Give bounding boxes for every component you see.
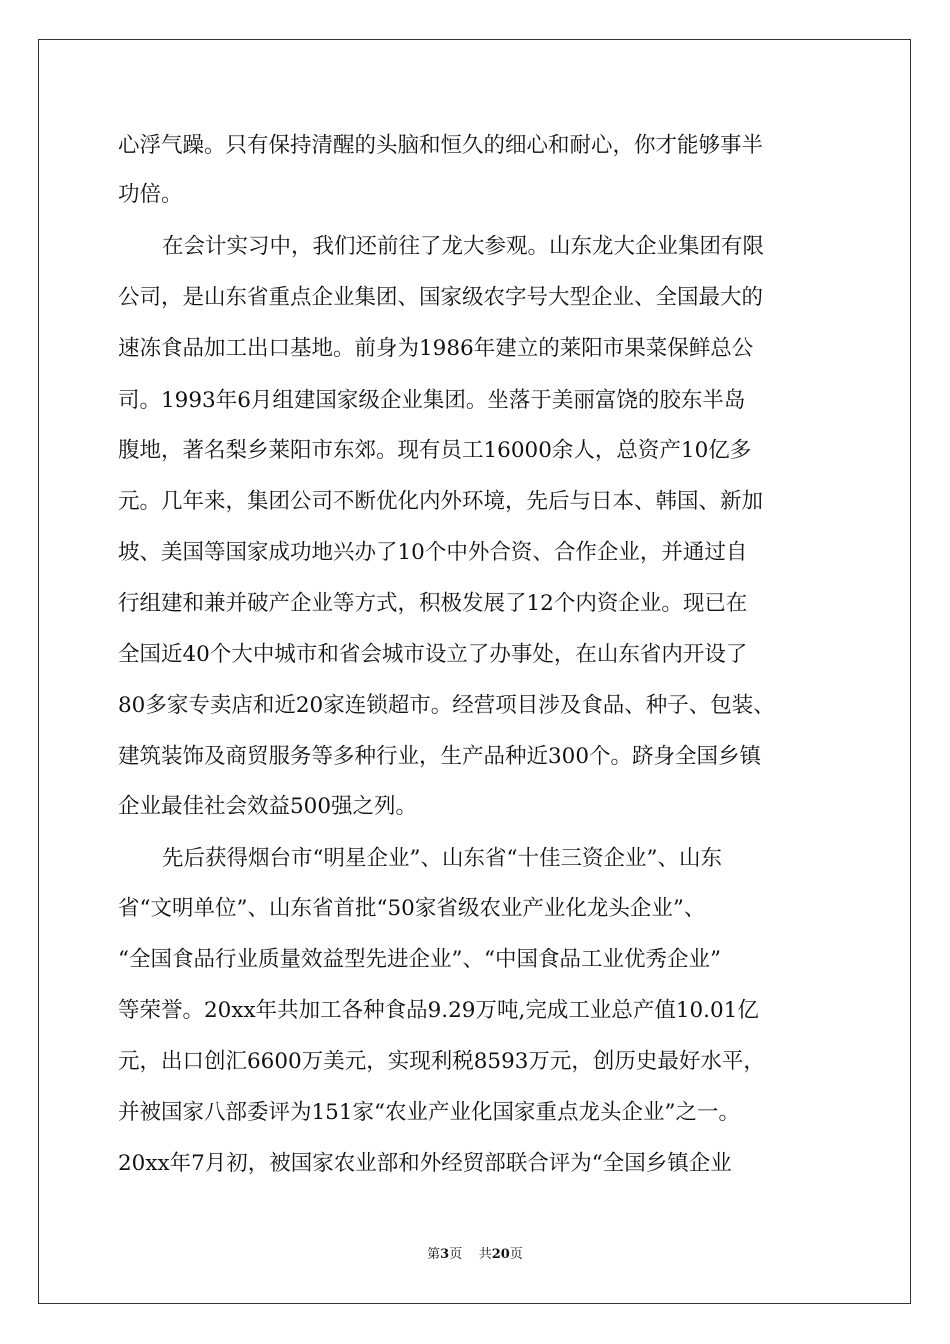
body-text-line: 功倍。 <box>118 182 183 207</box>
body-text-line: 企业最佳社会效益500强之列。 <box>118 794 418 819</box>
footer-current-page: 3 <box>440 1247 450 1262</box>
paragraph-first-line: 先后获得烟台市“明星企业”、山东省“十佳三资企业”、山东 <box>162 846 722 871</box>
paragraph-first-line: 在会计实习中，我们还前往了龙大参观。山东龙大企业集团有限 <box>162 234 765 259</box>
body-text-line: 行组建和兼并破产企业等方式，积极发展了12个内资企业。现已在 <box>118 591 748 616</box>
footer-page-mid: 页 共 <box>449 1247 492 1262</box>
body-text-line: 元，出口创汇6600万美元，实现利税8593万元，创历史最好水平， <box>118 1049 765 1074</box>
footer-page-prefix: 第 <box>427 1247 441 1262</box>
body-text-line: 20xx年7月初，被国家农业部和外经贸部联合评为“全国乡镇企业 <box>118 1151 732 1176</box>
body-text-line: 省“文明单位”、山东省首批“50家省级农业产业化龙头企业”、 <box>118 896 706 921</box>
body-text-line: 80多家专卖店和近20家连锁超市。经营项目涉及食品、种子、包装、 <box>118 693 775 718</box>
body-text-line: 司。1993年6月组建国家级企业集团。坐落于美丽富饶的胶东半岛 <box>118 388 746 413</box>
page-footer <box>0 1246 950 1264</box>
body-text-line: 腹地，著名梨乡莱阳市东郊。现有员工16000余人，总资产10亿多 <box>118 438 752 463</box>
footer-page-suffix: 页 <box>509 1247 523 1262</box>
body-text-line: 全国近40个大中城市和省会城市设立了办事处，在山东省内开设了 <box>118 642 748 667</box>
body-text-line: 心浮气躁。只有保持清醒的头脑和恒久的细心和耐心，你才能够事半 <box>118 133 764 158</box>
body-text-line: 等荣誉。20xx年共加工各种食品9.29万吨,完成工业总产值10.01亿 <box>118 998 759 1023</box>
body-text-line: 坡、美国等国家成功地兴办了10个中外合资、合作企业，并通过自 <box>118 540 748 565</box>
body-text-line: 建筑装饰及商贸服务等多种行业，生产品种近300个。跻身全国乡镇 <box>118 744 762 769</box>
body-text-line: 速冻食品加工出口基地。前身为1986年建立的莱阳市果菜保鲜总公 <box>118 336 754 361</box>
body-text-line: 元。几年来，集团公司不断优化内外环境，先后与日本、韩国、新加 <box>118 489 764 514</box>
body-text-line: 公司，是山东省重点企业集团、国家级农字号大型企业、全国最大的 <box>118 285 764 310</box>
body-text-line: “全国食品行业质量效益型先进企业”、“中国食品工业优秀企业” <box>118 947 721 972</box>
body-text-line: 并被国家八部委评为151家“农业产业化国家重点龙头企业”之一。 <box>118 1100 741 1125</box>
footer-total-pages: 20 <box>491 1247 510 1262</box>
